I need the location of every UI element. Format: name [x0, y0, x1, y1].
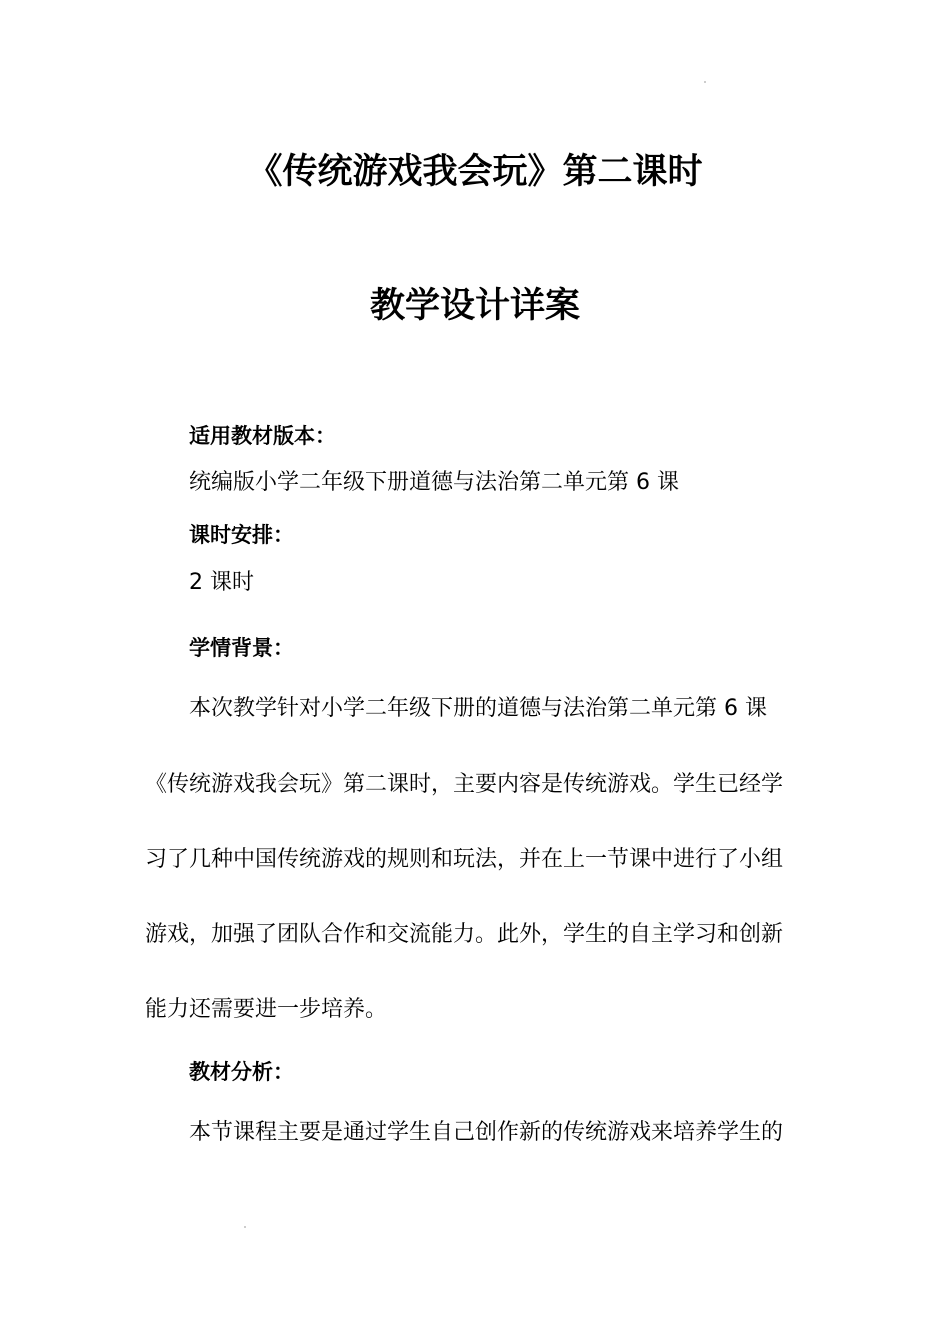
background-paragraph-line: 游戏，加强了团队合作和交流能力。此外，学生的自主学习和创新: [145, 922, 784, 947]
section-heading-analysis: 教材分析：: [189, 1060, 294, 1084]
section-heading-textbook: 适用教材版本：: [189, 424, 336, 448]
section-content-schedule: 2 课时: [189, 570, 254, 595]
document-title-line1: 《传统游戏我会玩》第二课时: [247, 152, 703, 192]
background-paragraph-line: 能力还需要进一步培养。: [145, 997, 388, 1022]
section-heading-schedule: 课时安排：: [189, 523, 294, 547]
section-heading-background: 学情背景：: [189, 636, 294, 660]
background-paragraph-line: 习了几种中国传统游戏的规则和玩法，并在上一节课中进行了小组: [145, 847, 784, 872]
analysis-paragraph-line: 本节课程主要是通过学生自己创作新的传统游戏来培养学生的: [189, 1120, 784, 1145]
page-corner-mark-bottom: [244, 1226, 246, 1228]
page-corner-mark-top: [704, 81, 706, 83]
background-paragraph-line: 《传统游戏我会玩》第二课时，主要内容是传统游戏。学生已经学: [145, 772, 784, 797]
background-paragraph-line: 本次教学针对小学二年级下册的道德与法治第二单元第 6 课: [189, 696, 767, 721]
section-content-textbook: 统编版小学二年级下册道德与法治第二单元第 6 课: [189, 470, 679, 495]
document-title-line2: 教学设计详案: [369, 286, 580, 326]
